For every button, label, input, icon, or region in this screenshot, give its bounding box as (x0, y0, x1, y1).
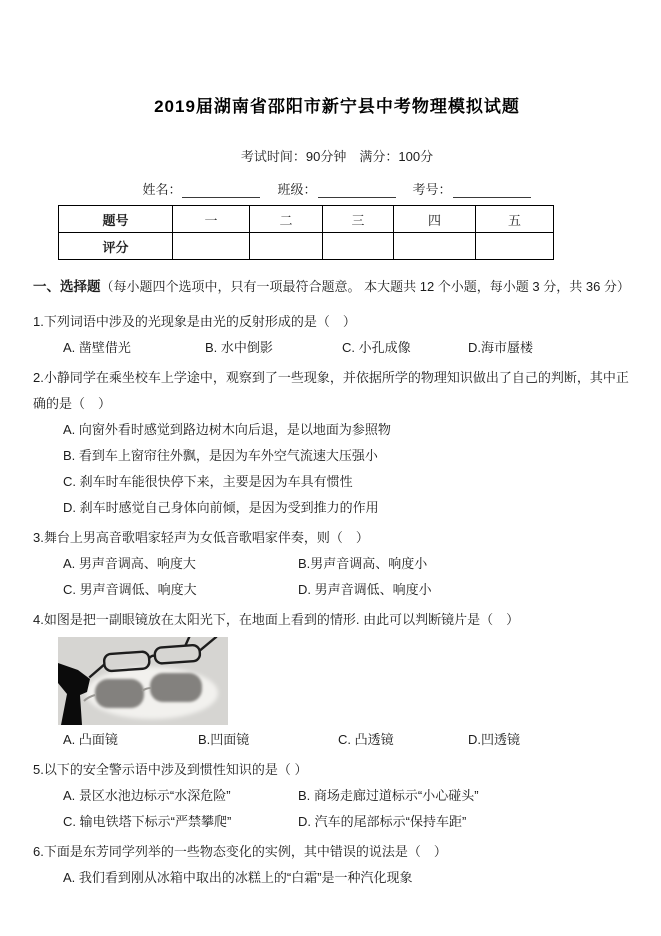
score-cell (173, 233, 250, 260)
question-4-option-d: D.凹透镜 (468, 732, 521, 747)
question-3-option-b: B.男声音调高、响度小 (298, 556, 428, 571)
question-3-option-d: D. 男声音调低、响度小 (298, 582, 432, 597)
question-5-option-c: C. 输电铁塔下标示“严禁攀爬” (63, 814, 232, 829)
name-blank (182, 183, 260, 198)
question-3-options (63, 551, 641, 603)
score-cell (394, 233, 476, 260)
glasses-photo (58, 637, 228, 725)
exam-no-label: 考号： (412, 182, 452, 197)
question-1-options (63, 335, 641, 361)
question-4 (33, 607, 641, 753)
section-1-title: 一、选择题 (33, 279, 101, 294)
question-5 (33, 757, 641, 835)
question-1 (33, 309, 641, 361)
question-2-option-c: C. 刹车时车能很快停下来，主要是因为车具有惯性 (63, 474, 353, 489)
question-2-option-d: D. 刹车时感觉自己身体向前倾，是因为受到推力的作用 (63, 500, 379, 515)
question-1-option-b: B. 水中倒影 (205, 340, 273, 355)
question-6-options (63, 865, 641, 891)
question-2-option-b: B. 看到车上窗帘往外飘，是因为车外空气流速大压强小 (63, 448, 378, 463)
question-2-option-a: A. 向窗外看时感觉到路边树木向后退，是以地面为参照物 (63, 422, 391, 437)
score-table-col-1: 一 (173, 206, 250, 233)
question-5-option-a: A. 景区水池边标示“水深危险” (63, 788, 231, 803)
question-6 (33, 839, 641, 891)
score-table-header-row (59, 206, 554, 233)
lens-shadow-right (150, 673, 202, 702)
score-table-col-5: 五 (476, 206, 554, 233)
question-4-options (63, 727, 641, 753)
question-2-text: 2.小静同学在乘坐校车上学途中，观察到了一些现象，并依据所学的物理知识做出了自己的判断，其中正确的是（ ） (33, 370, 629, 411)
question-6-option-a: A. 我们看到刚从冰箱中取出的冰糕上的“白霜”是一种汽化现象 (63, 870, 413, 885)
score-table-col-3: 三 (323, 206, 394, 233)
score-table-score-label: 评分 (59, 233, 173, 260)
score-table-col-2: 二 (250, 206, 323, 233)
question-1-option-d: D.海市蜃楼 (468, 340, 534, 355)
class-label: 班级： (277, 182, 317, 197)
student-info-line (33, 179, 641, 198)
score-cell (250, 233, 323, 260)
score-cell (323, 233, 394, 260)
question-4-option-b: B.凹面镜 (198, 732, 250, 747)
class-blank (318, 183, 396, 198)
section-1-description: （每小题四个选项中，只有一项最符合题意。 本大题共 12 个小题，每小题 3 分，共 36 分） (100, 279, 630, 294)
question-1-option-c: C. 小孔成像 (342, 340, 411, 355)
question-4-option-c: C. 凸透镜 (338, 732, 394, 747)
question-6-text: 6.下面是东芳同学列举的一些物态变化的实例，其中错误的说法是（ ） (33, 844, 447, 859)
name-label: 姓名： (142, 182, 182, 197)
question-5-options (63, 783, 641, 835)
question-1-option-a: A. 凿壁借光 (63, 340, 131, 355)
score-table-col-4: 四 (394, 206, 476, 233)
question-3-text: 3.舞台上男高音歌唱家轻声为女低音歌唱家伴奏，则（ ） (33, 530, 369, 545)
page-title: 2019届湖南省邵阳市新宁县中考物理模拟试题 (154, 97, 520, 116)
exam-no-blank (453, 183, 531, 198)
question-5-option-d: D. 汽车的尾部标示“保持车距” (298, 814, 467, 829)
score-table-score-row (59, 233, 554, 260)
question-4-text: 4.如图是把一副眼镜放在太阳光下，在地面上看到的情形. 由此可以判断镜片是（ ） (33, 612, 520, 627)
question-5-text: 5.以下的安全警示语中涉及到惯性知识的是（ ） (33, 762, 308, 777)
question-4-option-a: A. 凸面镜 (63, 732, 118, 747)
score-cell (476, 233, 554, 260)
question-3 (33, 525, 641, 603)
section-1-heading (33, 269, 641, 305)
question-2-options (63, 417, 641, 521)
question-5-option-b: B. 商场走廊过道标示“小心碰头” (298, 788, 479, 803)
score-table-qno-label: 题号 (59, 206, 173, 233)
score-table (58, 205, 554, 260)
exam-info-line: 考试时间：90分钟 满分：100分 (240, 149, 434, 164)
question-2 (33, 365, 641, 521)
question-3-option-c: C. 男声音调低、响度大 (63, 582, 197, 597)
question-3-option-a: A. 男声音调高、响度大 (63, 556, 196, 571)
lens-shadow-left (95, 679, 144, 708)
question-1-text: 1.下列词语中涉及的光现象是由光的反射形成的是（ ） (33, 314, 356, 329)
